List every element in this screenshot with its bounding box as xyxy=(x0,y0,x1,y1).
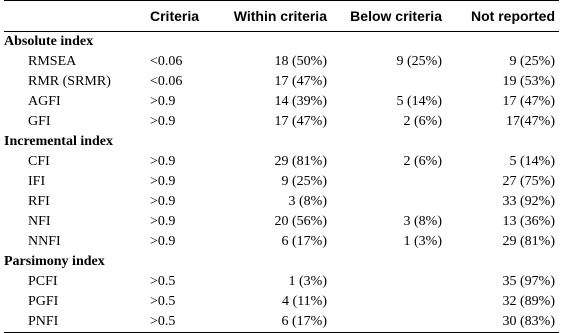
below-criteria-cell: 2 (6%) xyxy=(403,114,442,129)
criteria-cell: >0.9 xyxy=(150,114,176,129)
index-name-cell: NNFI xyxy=(28,234,61,249)
index-name-cell: RMSEA xyxy=(28,54,77,69)
not-reported-cell: 5 (14%) xyxy=(509,154,555,169)
table-row xyxy=(4,312,559,333)
index-name-cell: PNFI xyxy=(4,312,150,333)
table-row xyxy=(4,152,559,172)
table-row xyxy=(4,192,559,212)
criteria-cell: >0.9 xyxy=(150,94,176,109)
criteria-cell: >0.9 xyxy=(150,234,176,249)
table-row xyxy=(4,72,559,92)
not-reported-cell: 9 (25%) xyxy=(509,54,555,69)
not-reported-cell: 13 (36%) xyxy=(502,214,555,229)
header-criteria: Criteria xyxy=(150,1,220,32)
not-reported-cell: 30 (83%) xyxy=(446,312,559,333)
below-criteria-cell: 3 (8%) xyxy=(403,214,442,229)
within-criteria-cell: 4 (11%) xyxy=(282,294,327,309)
index-name-cell: NFI xyxy=(28,214,51,229)
below-criteria-cell xyxy=(331,272,446,292)
header-not-reported: Not reported xyxy=(446,1,559,32)
index-name-cell: PCFI xyxy=(28,274,58,289)
header-index xyxy=(4,1,150,32)
table-row xyxy=(4,52,559,72)
index-name-cell: CFI xyxy=(28,154,50,169)
not-reported-cell: 19 (53%) xyxy=(502,74,555,89)
below-criteria-cell xyxy=(331,192,446,212)
section-row xyxy=(4,32,559,53)
within-criteria-cell: 20 (56%) xyxy=(274,214,327,229)
below-criteria-cell: 5 (14%) xyxy=(396,94,442,109)
within-criteria-cell: 18 (50%) xyxy=(274,54,327,69)
below-criteria-cell: 9 (25%) xyxy=(396,54,442,69)
not-reported-cell: 17(47%) xyxy=(506,114,555,129)
fit-index-table xyxy=(4,0,559,333)
index-name-cell: RMR (SRMR) xyxy=(28,74,111,89)
index-name-cell: AGFI xyxy=(28,94,61,109)
table-row xyxy=(4,232,559,252)
within-criteria-cell: 9 (25%) xyxy=(281,174,327,189)
within-criteria-cell: 6 (17%) xyxy=(220,312,331,333)
below-criteria-cell: 1 (3%) xyxy=(403,234,442,249)
not-reported-cell: 35 (97%) xyxy=(502,274,555,289)
below-criteria-cell xyxy=(331,292,446,312)
below-criteria-cell xyxy=(331,172,446,192)
criteria-cell: >0.5 xyxy=(150,312,220,333)
within-criteria-cell: 3 (8%) xyxy=(288,194,327,209)
header-row xyxy=(4,1,559,32)
table-row xyxy=(4,272,559,292)
within-criteria-cell: 17 (47%) xyxy=(274,74,327,89)
criteria-cell: >0.9 xyxy=(150,174,176,189)
below-criteria-cell xyxy=(331,312,446,333)
criteria-cell: <0.06 xyxy=(150,54,183,69)
not-reported-cell: 29 (81%) xyxy=(502,234,555,249)
table-row xyxy=(4,292,559,312)
table-row xyxy=(4,172,559,192)
criteria-cell: >0.5 xyxy=(150,274,176,289)
criteria-cell: >0.5 xyxy=(150,294,176,309)
within-criteria-cell: 1 (3%) xyxy=(288,274,327,289)
criteria-cell: <0.06 xyxy=(150,74,183,89)
index-name-cell: IFI xyxy=(28,174,46,189)
table-row xyxy=(4,112,559,132)
within-criteria-cell: 6 (17%) xyxy=(281,234,327,249)
table-row xyxy=(4,212,559,232)
not-reported-cell: 33 (92%) xyxy=(502,194,555,209)
section-title: Parsimony index xyxy=(4,254,105,269)
not-reported-cell: 27 (75%) xyxy=(502,174,555,189)
criteria-cell: >0.9 xyxy=(150,154,176,169)
section-row xyxy=(4,252,559,272)
within-criteria-cell: 29 (81%) xyxy=(274,154,327,169)
section-title: Incremental index xyxy=(4,134,114,149)
below-criteria-cell xyxy=(331,72,446,92)
table-row xyxy=(4,92,559,112)
criteria-cell: >0.9 xyxy=(150,194,176,209)
index-name-cell: GFI xyxy=(28,114,51,129)
header-within-criteria: Within criteria xyxy=(220,1,331,32)
within-criteria-cell: 14 (39%) xyxy=(274,94,327,109)
section-row xyxy=(4,132,559,152)
table-header xyxy=(4,1,559,32)
not-reported-cell: 17 (47%) xyxy=(502,94,555,109)
below-criteria-cell: 2 (6%) xyxy=(403,154,442,169)
within-criteria-cell: 17 (47%) xyxy=(274,114,327,129)
header-below-criteria: Below criteria xyxy=(331,1,446,32)
not-reported-cell: 32 (89%) xyxy=(502,294,555,309)
criteria-cell: >0.9 xyxy=(150,214,176,229)
table-body xyxy=(4,32,559,333)
section-title: Absolute index xyxy=(4,34,94,49)
index-name-cell: PGFI xyxy=(28,294,59,309)
index-name-cell: RFI xyxy=(28,194,50,209)
